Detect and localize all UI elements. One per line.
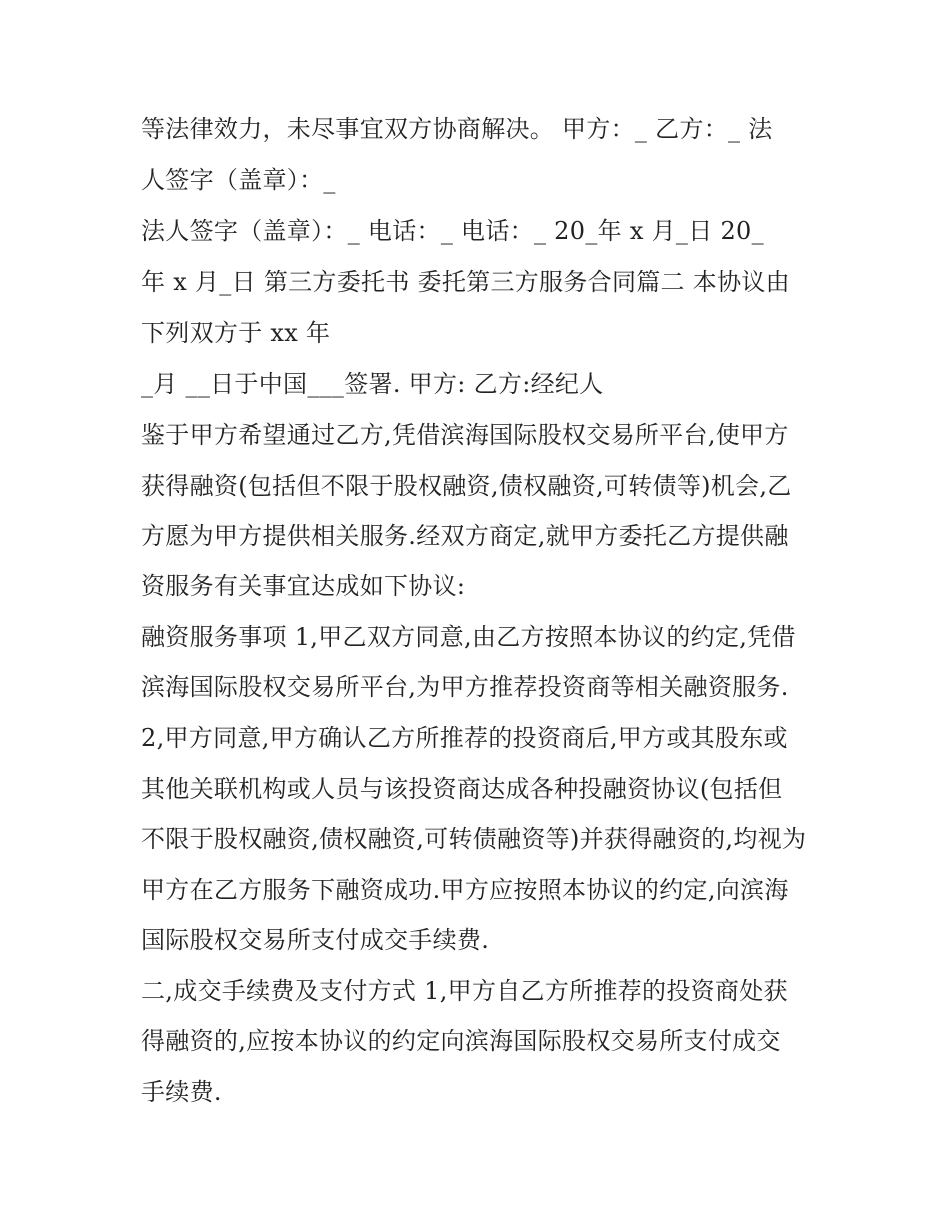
text-line: 不限于股权融资,债权融资,可转债融资等)并获得融资的,均视为 [141,825,807,853]
text-line: 得融资的,应按本协议的约定向滨海国际股权交易所支付成交 [141,1027,781,1055]
text-line: 资服务有关事宜达成如下协议: [141,572,466,600]
text-line: 获得融资(包括但不限于股权融资,债权融资,可转债等)机会,乙 [141,472,792,500]
text-line: 手续费. [141,1078,222,1106]
text-line: 国际股权交易所支付成交手续费. [141,926,490,954]
text-line: 滨海国际股权交易所平台,为甲方推荐投资商等相关融资服务. [141,673,789,701]
text-line: 年 x 月_日 第三方委托书 委托第三方服务合同篇二 本协议由 [141,268,790,296]
text-line: 甲方在乙方服务下融资成功.甲方应按照本协议的约定,向滨海 [141,876,789,904]
text-line: _月 __日于中国___签署. 甲方: 乙方:经纪人 [141,370,604,398]
text-line: 下列双方于 xx 年 [141,319,331,347]
text-line: 融资服务事项 1,甲乙双方同意,由乙方按照本协议的约定,凭借 [141,623,796,651]
text-line: 方愿为甲方提供相关服务.经双方商定,就甲方委托乙方提供融 [141,522,789,550]
text-line: 鉴于甲方希望通过乙方,凭借滨海国际股权交易所平台,使甲方 [141,421,789,449]
text-line: 人签字（盖章）：_ [141,166,336,194]
text-line: 其他关联机构或人员与该投资商达成各种投融资协议(包括但 [141,775,783,803]
text-line: 等法律效力，未尽事宜双方协商解决。 甲方：_ 乙方：_ 法 [141,115,773,143]
text-line: 2,甲方同意,甲方确认乙方所推荐的投资商后,甲方或其股东或 [141,724,788,752]
text-line: 二,成交手续费及支付方式 1,甲方自乙方所推荐的投资商处获 [141,977,788,1005]
text-line: 法人签字（盖章）：_ 电话：_ 电话：_ 20_年 x 月_日 20_ [141,217,764,245]
